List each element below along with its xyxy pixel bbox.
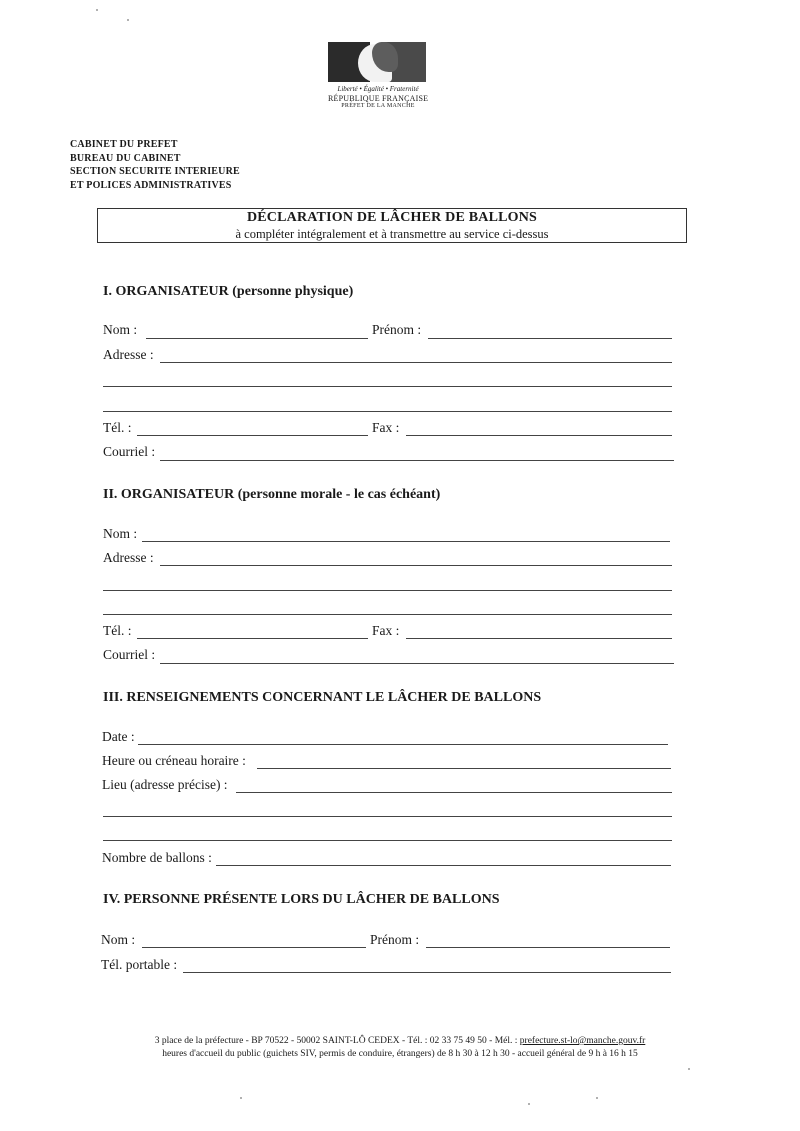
section-4-heading: IV. PERSONNE PRÉSENTE LORS DU LÂCHER DE BALLONS bbox=[103, 892, 500, 907]
s2-adresse-line-3[interactable] bbox=[103, 614, 672, 615]
s1-tel-label: Tél. : bbox=[103, 420, 132, 435]
s1-adresse-label: Adresse : bbox=[103, 347, 154, 362]
s3-nombre-field[interactable] bbox=[216, 865, 671, 866]
title-box bbox=[97, 208, 687, 243]
s2-fax-field[interactable] bbox=[406, 638, 672, 639]
footer-address-line bbox=[100, 1035, 700, 1048]
s1-nom-field[interactable] bbox=[146, 338, 368, 339]
s3-lieu-label: Lieu (adresse précise) : bbox=[102, 777, 228, 792]
marianne-logo bbox=[328, 42, 428, 109]
office-line: CABINET DU PREFET bbox=[70, 139, 178, 150]
s4-prenom-field[interactable] bbox=[426, 947, 670, 948]
logo-republic: RÉPUBLIQUE FRANÇAISE bbox=[328, 94, 429, 103]
s2-tel-label: Tél. : bbox=[103, 623, 132, 638]
s3-nombre-label: Nombre de ballons : bbox=[102, 850, 212, 865]
s3-date-label: Date : bbox=[102, 729, 135, 744]
marianne-emblem bbox=[328, 42, 426, 82]
s2-nom-label: Nom : bbox=[103, 526, 138, 541]
logo-motto: Liberté • Égalité • Fraternité bbox=[337, 85, 419, 93]
s1-courriel-field[interactable] bbox=[160, 460, 674, 461]
form-subtitle: à compléter intégralement et à transmettre au service ci-dessus bbox=[235, 227, 549, 241]
s2-tel-field[interactable] bbox=[137, 638, 368, 639]
s2-courriel-label: Courriel : bbox=[103, 647, 156, 662]
office-line: BUREAU DU CABINET bbox=[70, 152, 181, 164]
s3-lieu-line-2[interactable] bbox=[103, 816, 672, 817]
s3-date-field[interactable] bbox=[138, 744, 668, 745]
footer-email-link[interactable]: prefecture.st-lo@manche.gouv.fr bbox=[519, 1036, 646, 1046]
s1-prenom-field[interactable] bbox=[428, 338, 672, 339]
s4-tel-field[interactable] bbox=[183, 972, 671, 973]
s2-adresse-line-2[interactable] bbox=[103, 590, 672, 591]
s2-adresse-field[interactable] bbox=[160, 565, 672, 566]
s1-fax-label: Fax : bbox=[372, 420, 400, 435]
form-title: DÉCLARATION DE LÂCHER DE BALLONS bbox=[246, 210, 538, 225]
s2-courriel-field[interactable] bbox=[160, 663, 674, 664]
s4-tel-label: Tél. portable : bbox=[101, 957, 178, 972]
office-block bbox=[70, 138, 240, 192]
office-line: ET POLICES ADMINISTRATIVES bbox=[70, 179, 232, 191]
s1-fax-field[interactable] bbox=[406, 435, 672, 436]
section-2-heading: II. ORGANISATEUR (personne morale - le cas échéant) bbox=[103, 487, 441, 502]
s1-adresse-field[interactable] bbox=[160, 362, 672, 363]
s2-nom-field[interactable] bbox=[142, 541, 670, 542]
s3-heure-field[interactable] bbox=[257, 768, 671, 769]
s1-prenom-label: Prénom : bbox=[372, 322, 422, 337]
footer bbox=[100, 1035, 700, 1061]
footer-hours: heures d'accueil du public (guichets SIV, permis de conduire, étrangers) de 8 h 30 à 12 h 30 - accueil général de 9 h à 16 h 15 bbox=[162, 1049, 638, 1059]
s3-heure-label: Heure ou créneau horaire : bbox=[102, 753, 246, 768]
s1-tel-field[interactable] bbox=[137, 435, 368, 436]
s3-lieu-line-3[interactable] bbox=[103, 840, 672, 841]
s4-prenom-label: Prénom : bbox=[370, 932, 420, 947]
s1-courriel-label: Courriel : bbox=[103, 444, 156, 459]
s2-adresse-label: Adresse : bbox=[103, 550, 154, 565]
section-1-heading: I. ORGANISATEUR (personne physique) bbox=[103, 284, 354, 299]
footer-address: 3 place de la préfecture - BP 70522 - 50002 SAINT-LÔ CEDEX - Tél. : 02 33 75 49 50 - Mél. : bbox=[154, 1036, 520, 1046]
s3-lieu-field[interactable] bbox=[236, 792, 672, 793]
s1-adresse-line-2[interactable] bbox=[103, 386, 672, 387]
s1-nom-label: Nom : bbox=[103, 322, 138, 337]
s2-fax-label: Fax : bbox=[372, 623, 400, 638]
s4-nom-field[interactable] bbox=[142, 947, 366, 948]
section-3-heading: III. RENSEIGNEMENTS CONCERNANT LE LÂCHER DE BALLONS bbox=[103, 690, 542, 705]
s1-adresse-line-3[interactable] bbox=[103, 411, 672, 412]
office-line: SECTION SECURITE INTERIEURE bbox=[70, 166, 240, 177]
logo-prefect: PRÉFET DE LA MANCHE bbox=[341, 103, 415, 109]
s4-nom-label: Nom : bbox=[101, 932, 136, 947]
